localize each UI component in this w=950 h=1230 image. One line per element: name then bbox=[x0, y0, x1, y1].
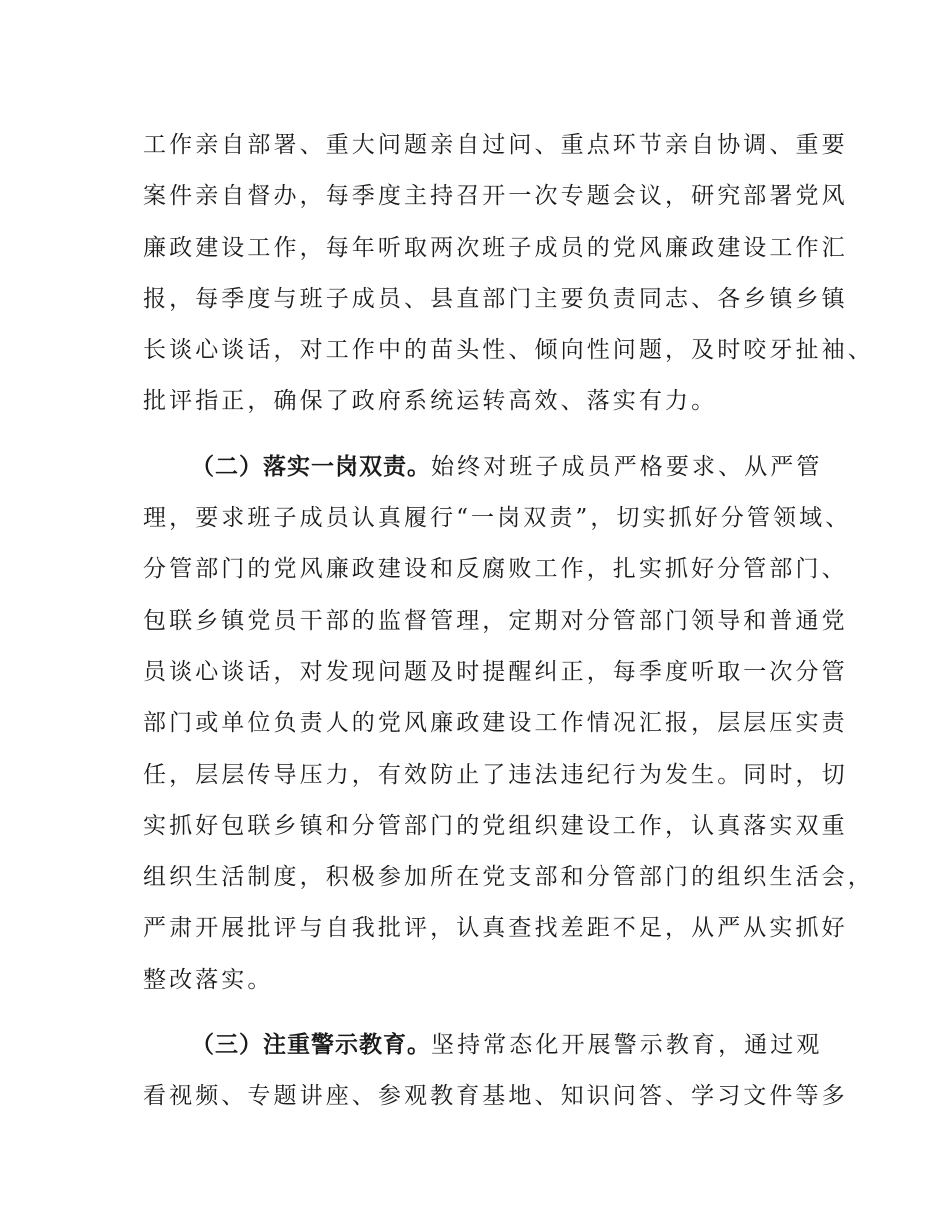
text-run: 始终对班子成员严格要求、从严管 bbox=[431, 453, 823, 480]
text-line: 长谈心谈话，对工作中的苗头性、倾向性问题，及时咬牙扯袖、 bbox=[143, 337, 874, 364]
text-line: 案件亲自督办，每季度主持召开一次专题会议，研究部署党风 bbox=[143, 183, 848, 210]
paragraph-gap bbox=[143, 428, 827, 442]
text-line: 部门或单位负责人的党风廉政建设工作情况汇报，层层压实责 bbox=[143, 710, 848, 737]
text-line: 工作亲自部署、重大问题亲自过问、重点环节亲自协调、重要 bbox=[143, 132, 848, 158]
section-heading: （二）落实一岗双责。 bbox=[191, 453, 431, 480]
section-heading: （三）注重警示教育。 bbox=[191, 1032, 431, 1059]
paragraph-gap bbox=[143, 1006, 827, 1020]
text-line bbox=[143, 1020, 827, 1071]
text-line: 员谈心谈话，对发现问题及时提醒纠正，每季度听取一次分管 bbox=[143, 658, 848, 685]
text-line: 实抓好包联乡镇和分管部门的党组织建设工作，认真落实双重 bbox=[143, 812, 848, 839]
document-body bbox=[143, 120, 874, 1123]
text-run: 坚持常态化开展警示教育，通过观 bbox=[431, 1032, 823, 1059]
text-line: 严肃开展批评与自我批评，认真查找差距不足，从严从实抓好 bbox=[143, 915, 848, 942]
text-line: 批评指正，确保了政府系统运转高效、落实有力。 bbox=[143, 388, 718, 415]
paragraph-2 bbox=[143, 442, 874, 1006]
text-line bbox=[143, 442, 827, 493]
text-line: 廉政建设工作，每年听取两次班子成员的党风廉政建设工作汇 bbox=[143, 234, 848, 261]
text-line: 整改落实。 bbox=[143, 966, 274, 993]
text-line: 组织生活制度，积极参加所在党支部和分管部门的组织生活会， bbox=[143, 864, 874, 891]
text-line: 理，要求班子成员认真履行“一岗双责”，切实抓好分管领域、 bbox=[143, 505, 852, 532]
paragraph-1 bbox=[143, 120, 874, 428]
text-line: 报，每季度与班子成员、县直部门主要负责同志、各乡镇乡镇 bbox=[143, 285, 848, 312]
text-line: 分管部门的党风廉政建设和反腐败工作，扎实抓好分管部门、 bbox=[143, 556, 848, 583]
paragraph-3 bbox=[143, 1020, 848, 1123]
text-line: 任，层层传导压力，有效防止了违法违纪行为发生。同时，切 bbox=[143, 761, 848, 788]
text-line: 包联乡镇党员干部的监督管理，定期对分管部门领导和普通党 bbox=[143, 607, 848, 634]
text-line: 看视频、专题讲座、参观教育基地、知识问答、学习文件等多 bbox=[143, 1083, 848, 1110]
